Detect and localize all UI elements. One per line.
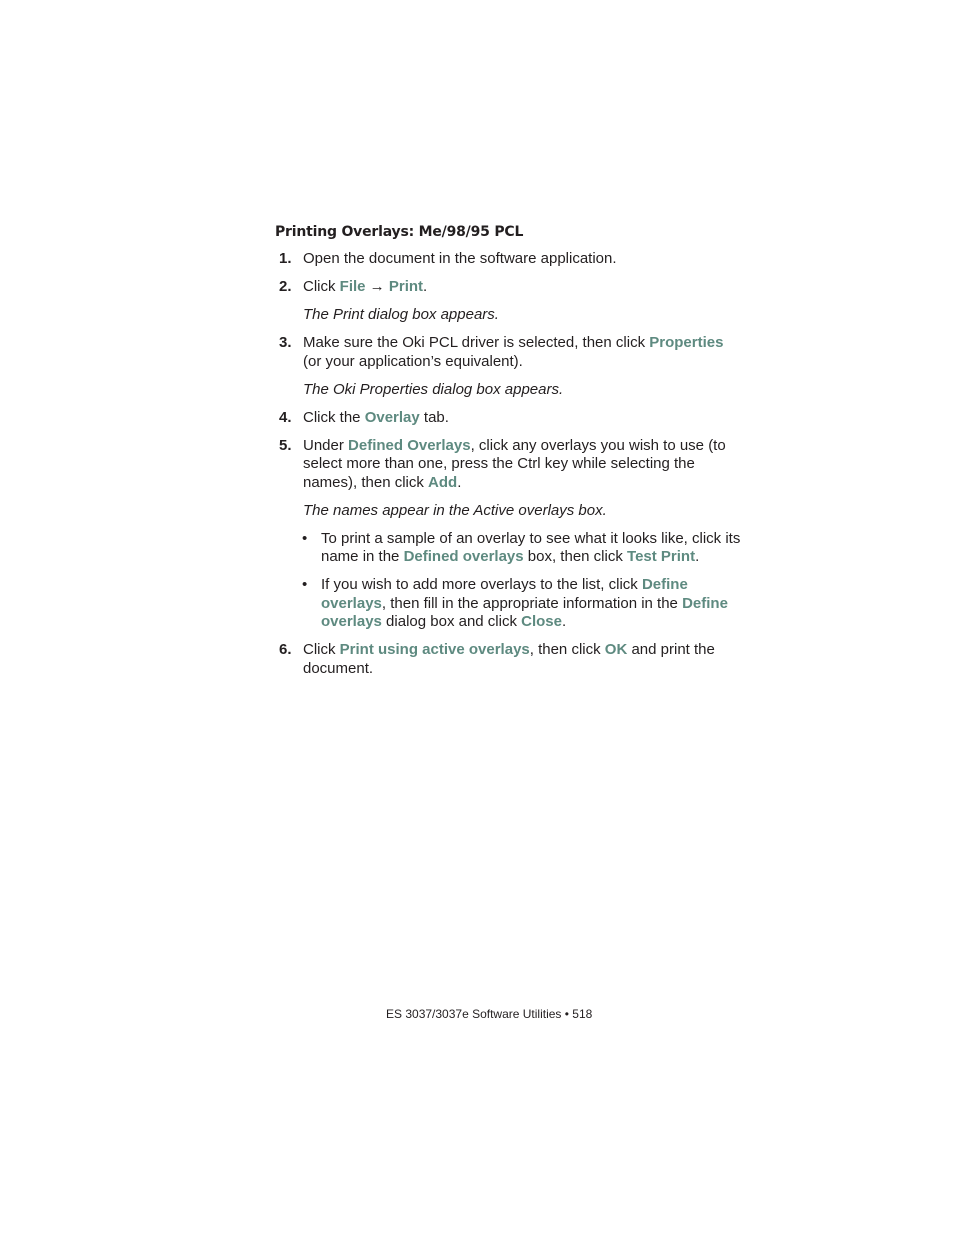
step-note: The Oki Properties dialog box appears. bbox=[303, 380, 564, 398]
step-text: → bbox=[365, 277, 389, 295]
step-text: To print a sample of an overlay to see what it looks like, click its name in the bbox=[321, 529, 741, 566]
step-text: box, then click bbox=[523, 548, 628, 566]
step-number: 5. bbox=[279, 436, 292, 454]
ui-keyword: Test Print bbox=[627, 548, 696, 566]
ui-keyword: Defined Overlays bbox=[348, 436, 471, 454]
step-note: The Print dialog box appears. bbox=[303, 305, 499, 323]
step-text: . bbox=[695, 548, 700, 566]
page-title: Printing Overlays: Me/98/95 PCL bbox=[275, 224, 524, 240]
step-body bbox=[303, 334, 723, 370]
step-text: . bbox=[562, 613, 567, 631]
step-6 bbox=[275, 641, 745, 678]
bullet-mark: • bbox=[302, 529, 308, 547]
step-1 bbox=[275, 250, 745, 269]
ui-keyword: Defined overlays bbox=[403, 548, 524, 566]
step-number: 3. bbox=[279, 333, 292, 351]
step-3 bbox=[275, 334, 745, 371]
bullet-item bbox=[275, 530, 745, 567]
step-body bbox=[303, 437, 726, 491]
ui-keyword: Print bbox=[388, 277, 424, 295]
step-text: Open the document in the software application. bbox=[303, 250, 617, 267]
step-text: . bbox=[457, 473, 462, 491]
step-text: Under bbox=[303, 436, 349, 454]
bullet-item bbox=[275, 576, 745, 632]
step-text: Click bbox=[303, 277, 340, 295]
step-text: . bbox=[423, 277, 428, 295]
step-text: , then click bbox=[529, 641, 605, 659]
step-text: Make sure the Oki PCL driver is selected, then click bbox=[303, 333, 650, 351]
ui-keyword: Close bbox=[521, 613, 562, 631]
ui-keyword: Define overlays bbox=[321, 576, 688, 612]
step-4 bbox=[275, 409, 745, 428]
page-footer: ES 3037/3037e Software Utilities • 518 bbox=[386, 1007, 593, 1021]
step-5 bbox=[275, 437, 745, 493]
ui-keyword: OK bbox=[604, 641, 628, 659]
instruction-list bbox=[275, 250, 745, 688]
step-text: , then fill in the appropriate information in the bbox=[381, 594, 683, 612]
step-text: , click any overlays you wish to use (to select more than one, press the Ctrl key while selecting the names), then click bbox=[303, 436, 726, 491]
step-text: and print the document. bbox=[303, 641, 715, 677]
ui-keyword: Add bbox=[428, 473, 458, 491]
step-body bbox=[303, 641, 715, 677]
ui-keyword: File bbox=[339, 277, 366, 295]
ui-keyword: Define overlays bbox=[321, 594, 728, 631]
step-text: tab. bbox=[419, 408, 449, 426]
step-text: Click the bbox=[303, 408, 365, 426]
step-body bbox=[303, 250, 617, 267]
step-number: 4. bbox=[279, 408, 292, 426]
step-number: 2. bbox=[279, 277, 292, 295]
step-number: 6. bbox=[279, 641, 292, 659]
bullet-mark: • bbox=[302, 576, 308, 594]
step-note: The names appear in the Active overlays box. bbox=[303, 501, 607, 519]
step-text: Click bbox=[303, 641, 340, 659]
step-text: (or your application’s equivalent). bbox=[303, 352, 523, 370]
ui-keyword: Print using active overlays bbox=[339, 641, 530, 659]
ui-keyword: Properties bbox=[649, 333, 724, 351]
step-body bbox=[303, 409, 449, 426]
step-text: dialog box and click bbox=[381, 613, 522, 631]
step-text: If you wish to add more overlays to the list, click bbox=[321, 576, 642, 594]
step-number: 1. bbox=[279, 250, 292, 267]
step-2 bbox=[275, 278, 745, 297]
bullet-body bbox=[321, 530, 740, 566]
step-body bbox=[303, 278, 427, 295]
bullet-body bbox=[321, 576, 728, 630]
ui-keyword: Overlay bbox=[364, 408, 420, 426]
